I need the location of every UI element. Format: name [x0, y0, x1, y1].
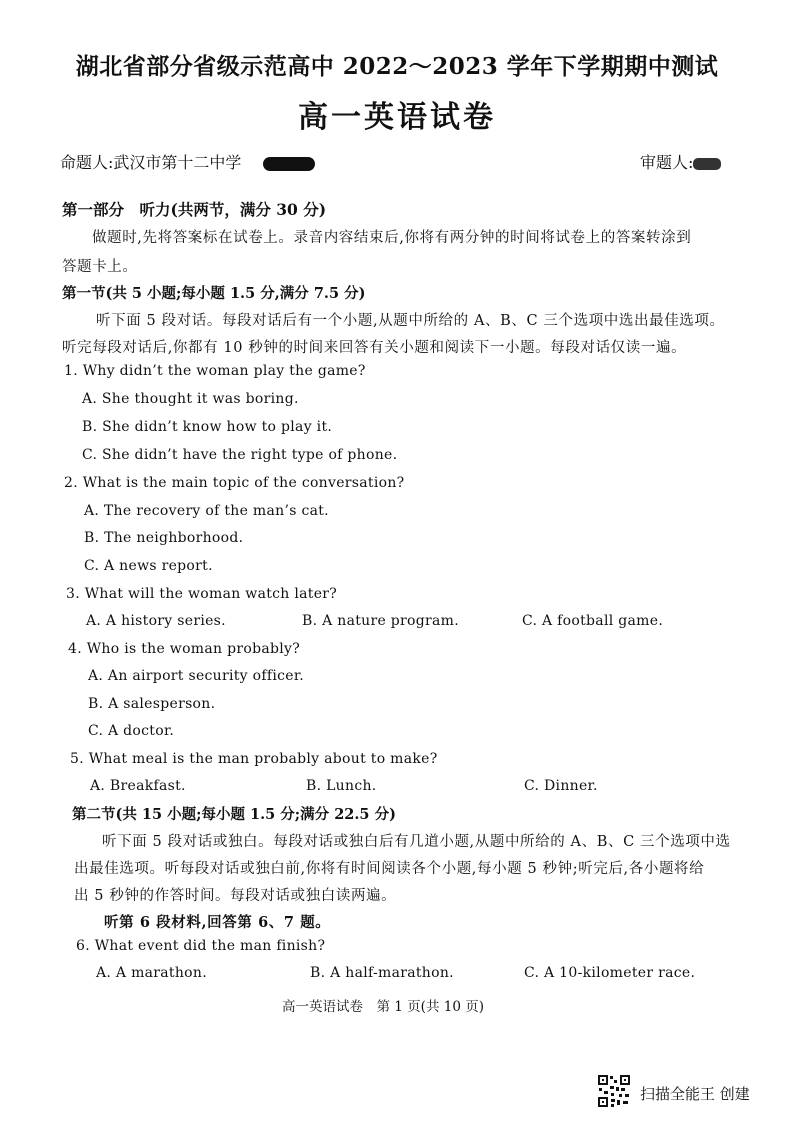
section2-intro-line2: 出最佳选项。听每段对话或独白前,你将有时间阅读各个小题,每小题 5 秒钟;听完后,各小题将给: [74, 861, 705, 877]
part1-intro-line2: 答题卡上。: [62, 259, 138, 275]
question-2-stem: 2. What is the main topic of the conversation?: [64, 475, 405, 491]
question-6-option-b: B. A half-marathon.: [310, 965, 454, 981]
question-5-option-b: B. Lunch.: [306, 778, 377, 794]
page-footer: 高一英语试卷 第 1 页(共 10 页): [282, 999, 484, 1015]
question-4-option-b: B. A salesperson.: [88, 696, 216, 712]
question-3-option-c: C. A football game.: [522, 613, 664, 629]
section1-heading: 第一节(共 5 小题;每小题 1.5 分,满分 7.5 分): [62, 285, 366, 302]
question-4-option-a: A. An airport security officer.: [88, 668, 305, 684]
question-5-option-a: A. Breakfast.: [90, 778, 186, 794]
question-1-option-c: C. She didn’t have the right type of phone.: [82, 447, 398, 463]
question-1-option-a: A. She thought it was boring.: [82, 391, 299, 407]
scanner-watermark: 扫描全能王 创建: [640, 1085, 750, 1103]
reviewer-line: [640, 150, 721, 173]
question-1-stem: 1. Why didn’t the woman play the game?: [64, 363, 366, 379]
question-2-option-b: B. The neighborhood.: [84, 530, 244, 546]
question-3-option-b: B. A nature program.: [302, 613, 459, 629]
reviewer-label: 审题人:: [640, 153, 694, 172]
question-6-option-c: C. A 10-kilometer race.: [524, 965, 696, 981]
section2-intro-line3: 出 5 秒钟的作答时间。每段对话或独白读两遍。: [74, 888, 397, 904]
exam-title-line2: 高一英语试卷: [298, 100, 496, 135]
part1-intro-line1: 做题时,先将答案标在试卷上。录音内容结束后,你将有两分钟的时间将试卷上的答案转涂到: [92, 230, 692, 246]
material-6-instruction: 听第 6 段材料,回答第 6、7 题。: [104, 914, 331, 931]
redacted-reviewer-name: [693, 158, 721, 170]
question-3-stem: 3. What will the woman watch later?: [66, 586, 338, 602]
question-3-option-a: A. A history series.: [86, 613, 226, 629]
section2-heading: 第二节(共 15 小题;每小题 1.5 分;满分 22.5 分): [72, 806, 396, 823]
exam-title-line1: 湖北省部分省级示范高中 2022～2023 学年下学期期中测试: [75, 53, 719, 80]
redacted-author-name: [263, 157, 315, 171]
question-4-option-c: C. A doctor.: [88, 723, 175, 739]
section1-intro-line1: 听下面 5 段对话。每段对话后有一个小题,从题中所给的 A、B、C 三个选项中选出最佳选项。: [96, 313, 725, 329]
question-5-stem: 5. What meal is the man probably about to make?: [70, 751, 438, 767]
section2-intro-line1: 听下面 5 段对话或独白。每段对话或独白后有几道小题,从题中所给的 A、B、C 三个选项中选: [102, 834, 731, 850]
question-2-option-c: C. A news report.: [84, 558, 213, 574]
question-1-option-b: B. She didn’t know how to play it.: [82, 419, 333, 435]
question-6-option-a: A. A marathon.: [96, 965, 207, 981]
question-6-stem: 6. What event did the man finish?: [76, 938, 326, 954]
section1-intro-line2: 听完每段对话后,你都有 10 秒钟的时间来回答有关小题和阅读下一小题。每段对话仅读一遍。: [62, 340, 687, 356]
question-5-option-c: C. Dinner.: [524, 778, 598, 794]
author-label: 命题人:武汉市第十二中学: [60, 153, 242, 172]
qr-code-icon: [597, 1074, 631, 1108]
author-line: [60, 150, 315, 173]
question-4-stem: 4. Who is the woman probably?: [68, 641, 301, 657]
part1-heading: 第一部分 听力(共两节，满分 30 分): [62, 200, 327, 219]
question-2-option-a: A. The recovery of the man’s cat.: [84, 503, 329, 519]
